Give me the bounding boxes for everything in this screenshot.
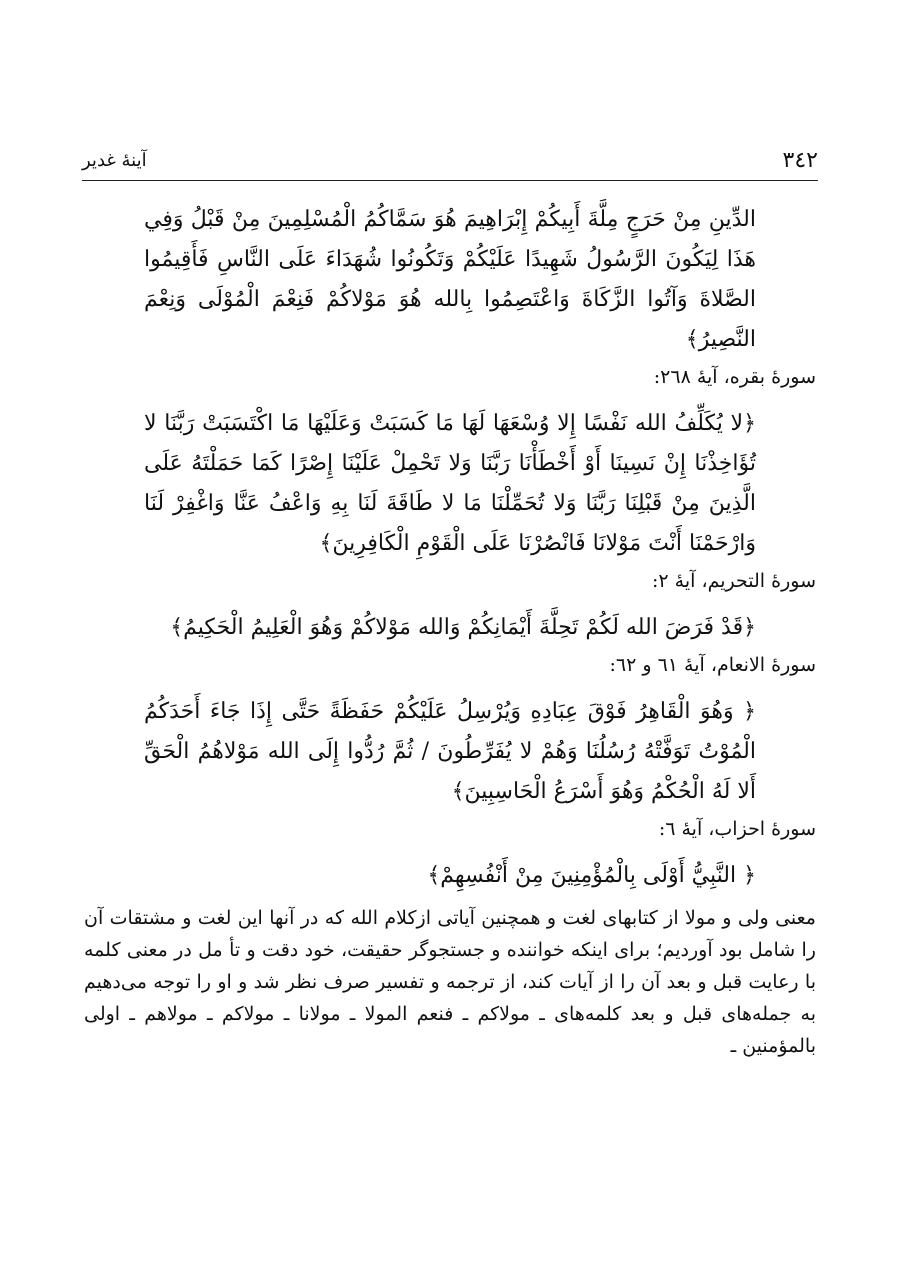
verse-block <box>84 404 816 596</box>
verse-citation: سورهٔ بقره، آیهٔ ۲٦۸: <box>653 366 816 388</box>
running-title: آینهٔ غدیر <box>82 150 147 171</box>
quran-verse: ﴿قَدْ فَرَضَ الله لَكُمْ تَحِلَّةَ أَيْمَانِكُمْ وَالله مَوْلاكُمْ وَهُوَ الْعَلِيمُ الْحَكِيمُ﴾ <box>170 615 756 640</box>
page-body <box>84 200 816 1081</box>
quran-verse: ﴿لا يُكَلِّفُ الله نَفْسًا إِلا وُسْعَهَا لَهَا مَا كَسَبَتْ وَعَلَيْهَا مَا اكْتَسَبَتْ رَبَّنَا لا تُؤَاخِذْنَا إِنْ نَسِينَا أَوْ أَخْطَأْنَا رَبَّنَا وَلا تَحْمِلْ عَلَيْنَا إِصْرًا كَمَا حَمَلْتَهُ عَلَى الَّذِينَ مِنْ قَبْلِنَا رَبَّنَا وَلا تُحَمِّلْنَا مَا لا طَاقَةَ لَنَا بِهِ وَاعْفُ عَنَّا وَاغْفِرْ لَنَا وَارْحَمْنَا أَنْتَ مَوْلانَا فَانْصُرْنَا عَلَى الْقَوْمِ الْكَافِرِينَ﴾ <box>144 411 756 556</box>
quran-verse: ﴿ النَّبِيُّ أَوْلَى بِالْمُؤْمِنِينَ مِنْ أَنْفُسِهِمْ﴾ <box>427 863 756 888</box>
verse-block <box>84 608 816 680</box>
page-number: ۳٤۲ <box>782 148 818 173</box>
commentary-paragraph: معنی ولی و مولا از کتابهای لغت و همچنین آیاتی ازکلام الله که در آنها این لغت و مشتقات آن را شامل بود آوردیم؛ برای اینکه خواننده و جستجوگر حقیقت، خود دقت و تأ مل در معنی کلمه با رعایت قبل و بعد آن را از آیات کند، از ترجمه و تفسیر صرف نظر شد و او را توجه می‌دهیم به جمله‌های قبل و بعد کلمه‌های ـ مولاکم ـ فنعم المولا ـ مولانا ـ مولاکم ـ مولاهم ـ اولی بالمؤمنین ـ <box>84 907 816 1057</box>
verse-citation: سورهٔ الانعام، آیهٔ ٦۱ و ٦۲: <box>609 654 816 676</box>
page-header <box>82 148 818 178</box>
quran-verse: الدِّينِ مِنْ حَرَجٍ مِلَّةَ أَبِيكُمْ إِبْرَاهِيمَ هُوَ سَمَّاكُمُ الْمُسْلِمِينَ مِنْ قَبْلُ وَفِي هَذَا لِيَكُونَ الرَّسُولُ شَهِيدًا عَلَيْكُمْ وَتَكُونُوا شُهَدَاءَ عَلَى النَّاسِ فَأَقِيمُوا الصَّلاةَ وَآتُوا الزَّكَاةَ وَاعْتَصِمُوا بِالله هُوَ مَوْلاكُمْ فَنِعْمَ الْمُوْلَى وَنِعْمَ النَّصِيرُ﴾ <box>144 207 756 352</box>
quran-verse: ﴿ وَهُوَ الْقَاهِرُ فَوْقَ عِبَادِهِ وَيُرْسِلُ عَلَيْكُمْ حَفَظَةً حَتَّى إِذَا جَاءَ أَحَدَكُمُ الْمُوْتُ تَوَفَّتْهُ رُسُلُنَا وَهُمْ لا يُفَرِّطُونَ / ثُمَّ رُدُّوا إِلَى الله مَوْلاهُمُ الْحَقِّ أَلا لَهُ الْحُكْمُ وَهُوَ أَسْرَعُ الْحَاسِبِينَ﴾ <box>144 699 756 804</box>
verse-citation: سورهٔ التحریم، آیهٔ ۲: <box>652 570 816 592</box>
verse-block <box>84 200 816 392</box>
verse-block <box>84 692 816 844</box>
header-divider <box>82 180 818 181</box>
verse-block <box>84 856 816 896</box>
verse-citation: سورهٔ احزاب، آیهٔ ٦: <box>658 818 816 840</box>
